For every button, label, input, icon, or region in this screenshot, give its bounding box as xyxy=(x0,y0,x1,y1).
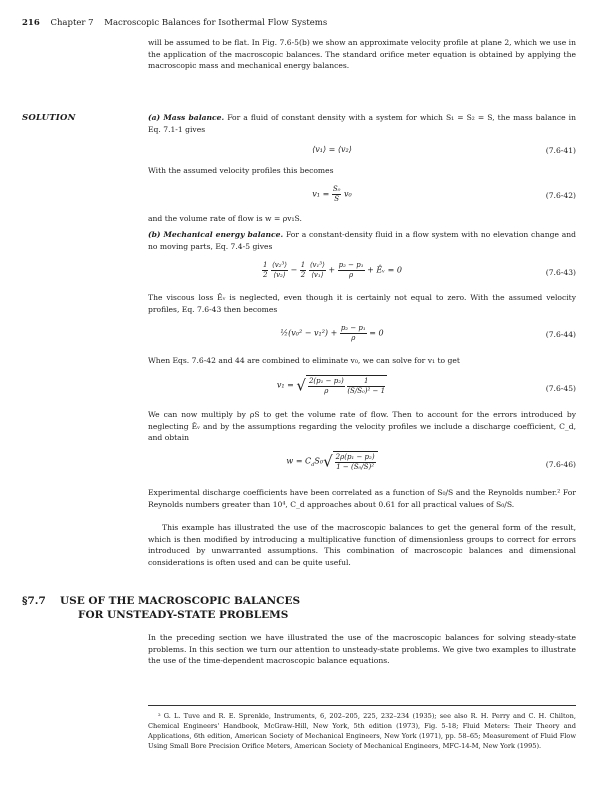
section-title-line-2: FOR UNSTEADY-STATE PROBLEMS xyxy=(78,609,289,621)
equation-7-6-44 xyxy=(148,321,576,349)
section-number: §7.7 xyxy=(22,595,46,607)
equation-body: ½(v₀² − v₁²) + $\frac{\text{p₂ − p₁}}{\rho}$ = 0 xyxy=(280,324,384,342)
equation-body: ⟨v₁⟩ = ⟨v₂⟩ xyxy=(312,145,352,154)
equation-number: (7.6-43) xyxy=(545,268,576,277)
footnote-rule xyxy=(148,705,576,706)
equation-number: (7.6-46) xyxy=(545,460,576,469)
section-title xyxy=(60,594,300,622)
equation-7-6-46 xyxy=(148,448,576,482)
equation-number: (7.6-42) xyxy=(545,191,576,200)
mechanical-energy-paragraph xyxy=(148,229,576,252)
equation-body: v₁ = $\frac{\text{S₀}}{S}$ v₀ xyxy=(312,185,352,203)
equation-body: v₁ = √ $\frac{\text{2(p₁ − p₂)}}{\rho}$ $\frac{1}{\text{(S/S₀)² − 1}}$ xyxy=(276,376,386,395)
equation-number: (7.6-41) xyxy=(545,146,576,155)
section-title-line-1: USE OF THE MACROSCOPIC BALANCES xyxy=(60,595,301,607)
running-title: Macroscopic Balances for Isothermal Flow Systems xyxy=(104,18,328,28)
equation-7-6-42 xyxy=(148,182,576,210)
equation-7-6-45 xyxy=(148,372,576,406)
solution-label: SOLUTION xyxy=(22,113,76,123)
mass-balance-heading: (a) Mass balance. xyxy=(148,113,225,122)
equation-number: (7.6-45) xyxy=(545,384,576,393)
chapter-label: Chapter 7 xyxy=(50,18,94,28)
mechanical-energy-text: For a constant-density fluid in a flow system with no elevation change and no moving parts, Eq. 7.4-5 gives xyxy=(148,230,576,251)
equation-7-6-43 xyxy=(148,258,576,288)
paragraph-after-41: With the assumed velocity profiles this becomes xyxy=(148,166,334,175)
equation-body: $\frac{1}{2}$ $\frac{\text{⟨v₂³⟩}}{\text{⟨v₂⟩}}$ − $\frac{1}{2}$ $\frac{\text{⟨v₁³⟩}}{\text{⟨v₁⟩}}$ + $\frac{\text{p₂ − p₁}}{\rho}$ + Êᵥ = 0 xyxy=(262,261,403,279)
mass-balance-text: For a fluid of constant density with a system for which S₁ = S₂ = S, the mass balance in Eq. 7.1-1 gives xyxy=(148,113,576,134)
running-header xyxy=(22,17,327,29)
equation-body: $w = C_dS_0√$ $\frac{\text{2ρ(p₁ − p₂)}}{\text{1 − (S₀/S)²}}$ xyxy=(148,451,516,472)
section-body-paragraph: In the preceding section we have illustrated the use of the macroscopic balances for solving steady-state problems. In this section we turn our attention to unsteady-state problems. We give two examples to illustrate the use of the time-dependent macroscopic balance equations. xyxy=(148,633,576,666)
closing-paragraph: This example has illustrated the use of the macroscopic balances to get the general form of the result, which is then modified by introducing a multiplicative function of dimensionless groups to correct for errors introduced by unwarranted assumptions. This combination of macroscopic balances and dimensional considerations is often used and can be quite useful. xyxy=(148,523,576,567)
equation-number: (7.6-44) xyxy=(545,330,576,339)
paragraph-after-44: When Eqs. 7.6-42 and 44 are combined to eliminate v₀, we can solve for v₁ to get xyxy=(148,356,460,365)
mechanical-energy-heading: (b) Mechanical energy balance. xyxy=(148,230,284,239)
paragraph-after-43: The viscous loss Êᵥ is neglected, even though it is certainly not equal to zero. With the assumed velocity profiles, Eq. 7.6-43 then becomes xyxy=(148,293,576,314)
page-number: 216 xyxy=(22,18,40,28)
paragraph-after-42: and the volume rate of flow is w = ρv₁S. xyxy=(148,214,302,223)
equation-7-6-41 xyxy=(148,142,576,162)
footnote: ² G. L. Tuve and R. E. Sprenkle, Instruments, 6, 202–205, 225, 232–234 (1935); see also R. H. Perry and C. H. Chilton, Chemical Engineers' Handbook, McGraw-Hill, New York, 5th edition (1973), Fig. 5-18; Fluid Meters: Their Theory and Applications, 6th edition, American Society of Mechanical Engineers, New York (1971), pp. 58–65; Measurement of Fluid Flow Using Small Bore Precision Orifice Meters, American Society of Mechanical Engineers, MFC-14-M, New York (1995). xyxy=(148,712,576,750)
paragraph-after-45: We can now multiply by ρS to get the volume rate of flow. Then to account for the errors introduced by neglecting Êᵥ and by the assumptions regarding the velocity profiles we include a discharge coefficient, C_d, and obtain xyxy=(148,410,576,443)
paragraph-after-46: Experimental discharge coefficients have been correlated as a function of S₀/S and the Reynolds number.² For Reynolds numbers greater than 10⁴, C_d approaches about 0.61 for all practical values of S₀/S. xyxy=(148,488,576,509)
mass-balance-paragraph xyxy=(148,112,576,135)
intro-paragraph: will be assumed to be flat. In Fig. 7.6-5(b) we show an approximate velocity profile at plane 2, which we use in the application of the macroscopic balances. The standard orifice meter equation is obtained by applying the macroscopic mass and mechanical energy balances. xyxy=(148,38,576,71)
